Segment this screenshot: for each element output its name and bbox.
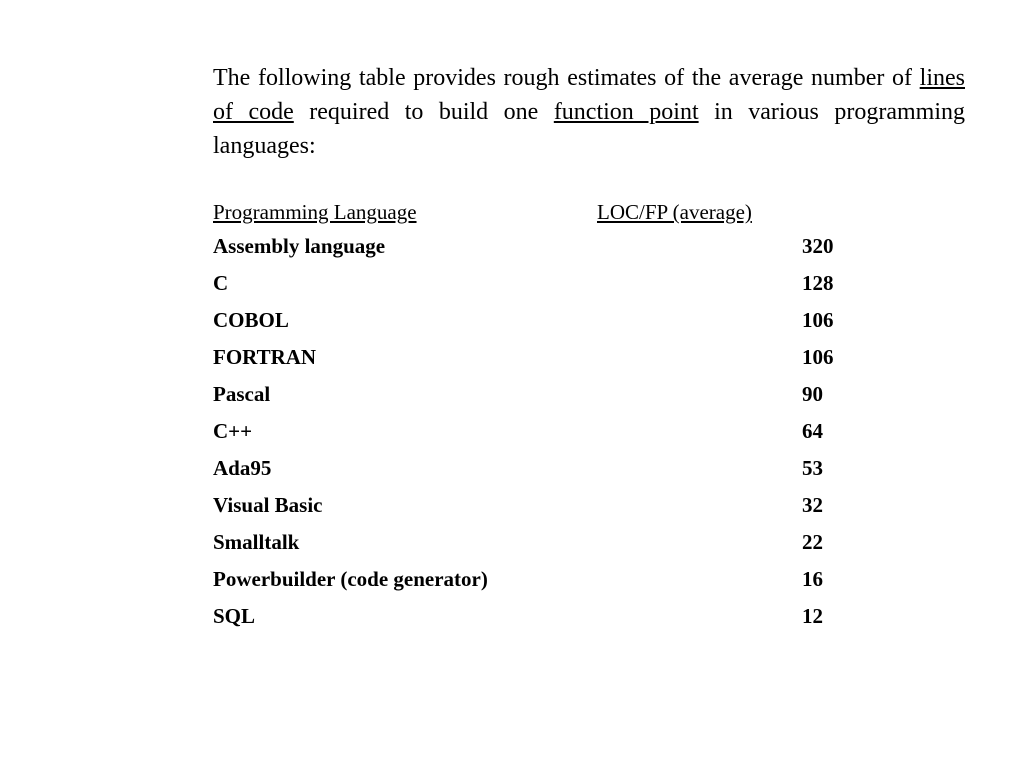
language-cell: Powerbuilder (code generator) [213, 567, 488, 591]
language-cell: Assembly language [213, 234, 386, 258]
table-row [213, 450, 913, 487]
loc-fp-cell: 128 [802, 271, 834, 295]
language-cell: Ada95 [213, 456, 272, 480]
intro-text-2: required to build one [309, 99, 539, 125]
loc-fp-cell: 320 [802, 234, 834, 258]
table-row [213, 487, 913, 524]
table-row [213, 228, 913, 265]
function-point-term: function point [553, 99, 699, 125]
table-row [213, 413, 913, 450]
lines-of-code-term: lines of code [213, 65, 965, 125]
intro-text-3: in various programming languages: [213, 99, 966, 159]
table-row [213, 376, 913, 413]
language-cell: C [213, 271, 229, 295]
intro-paragraph [213, 61, 965, 163]
language-cell: COBOL [213, 308, 289, 332]
loc-fp-cell: 90 [802, 382, 823, 406]
loc-fp-cell: 106 [802, 345, 834, 369]
loc-per-fp-table [213, 196, 913, 635]
table-row [213, 598, 913, 635]
table-row [213, 561, 913, 598]
language-cell: C++ [213, 419, 253, 443]
intro-text-1: The following table provides rough estimates of the average number of [213, 65, 913, 91]
loc-fp-cell: 32 [802, 493, 823, 517]
table-row [213, 265, 913, 302]
language-cell: Smalltalk [213, 530, 300, 554]
language-cell: SQL [213, 604, 256, 628]
table-row [213, 302, 913, 339]
loc-fp-cell: 106 [802, 308, 834, 332]
loc-fp-cell: 16 [802, 567, 823, 591]
language-cell: Pascal [213, 382, 271, 406]
loc-fp-cell: 22 [802, 530, 823, 554]
language-cell: Visual Basic [213, 493, 323, 517]
loc-fp-cell: 64 [802, 419, 823, 443]
table-row [213, 339, 913, 376]
loc-fp-cell: 12 [802, 604, 823, 628]
table-row [213, 524, 913, 561]
header-loc-fp: LOC/FP (average) [597, 200, 752, 224]
table-header [213, 196, 913, 228]
language-cell: FORTRAN [213, 345, 317, 369]
loc-fp-cell: 53 [802, 456, 823, 480]
header-programming-language: Programming Language [213, 200, 417, 224]
